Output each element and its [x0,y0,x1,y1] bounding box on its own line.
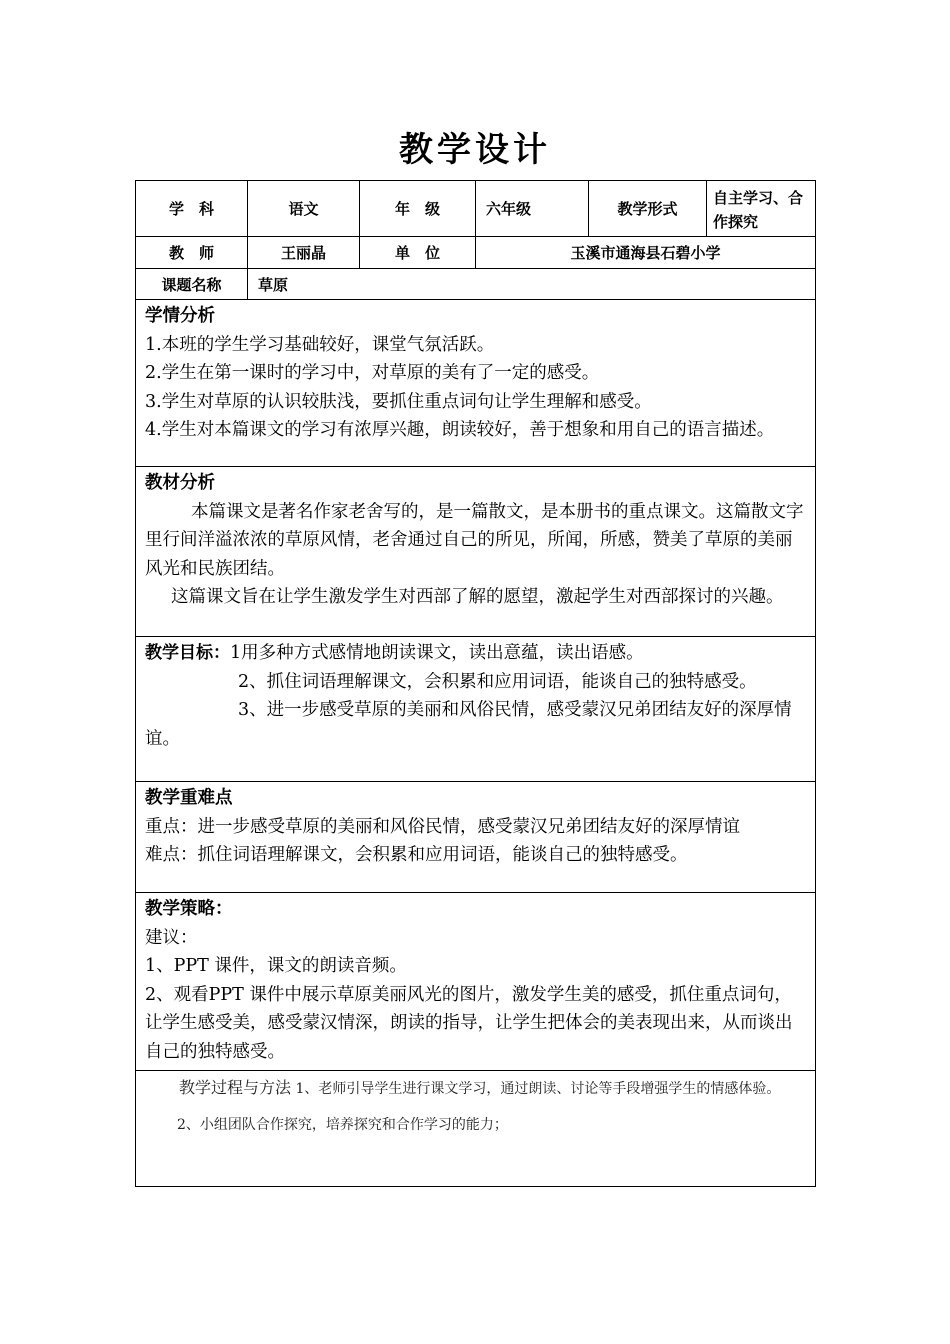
material-analysis-paragraph: 这篇课文旨在让学生激发学生对西部了解的愿望，激起学生对西部探讨的兴趣。 [171,587,784,607]
learner-analysis-item: 3.学生对草原的认识较肤浅，要抓住重点词句让学生理解和感受。 [145,391,652,412]
process-section [136,1071,816,1187]
info-row-1 [136,181,816,237]
process-item: 2、小组团队合作探究，培养探究和合作学习的能力； [177,1117,508,1133]
key-points-section [136,782,816,893]
learner-analysis-item: 2.学生在第一课时的学习中，对草原的美有了一定的感受。 [145,363,600,383]
learner-analysis-heading: 学情分析 [145,306,215,326]
teacher-label: 教 师 [136,237,248,269]
info-row-3 [136,269,816,300]
grade-value: 六年级 [476,181,589,237]
page-title: 教学设计 [399,130,551,170]
unit-value: 玉溪市通海县石碧小学 [476,237,816,269]
strategy-item: 1、PPT 课件，课文的朗读音频。 [145,956,407,976]
lesson-design-table [135,180,816,1187]
grade-label: 年 级 [360,181,476,237]
key-point: 重点：进一步感受草原的美丽和风俗民情，感受蒙汉兄弟团结友好的深厚情谊 [145,816,740,837]
subject-label: 学 科 [136,181,248,237]
learner-analysis-item: 1.本班的学生学习基础较好，课堂气氛活跃。 [145,334,495,355]
process-heading: 教学过程与方法 [179,1078,292,1097]
key-points-heading: 教学重难点 [145,788,233,808]
learner-analysis-section [136,300,816,467]
material-analysis-section [136,467,816,637]
difficult-point: 难点：抓住词语理解课文，会积累和应用词语，能谈自己的独特感受。 [145,845,688,865]
teaching-form-value: 自主学习、合作探究 [707,181,816,237]
process-item: 1、老师引导学生进行课文学习，通过朗读、讨论等手段增强学生的情感体验。 [295,1081,781,1097]
teaching-goals-heading: 教学目标： [145,643,230,663]
strategy-heading: 教学策略： [145,899,233,919]
info-row-2 [136,237,816,269]
strategy-item: 2、观看PPT 课件中展示草原美丽风光的图片，激发学生美的感受，抓住重点词句，让学生感受美，感受蒙汉情深，朗读的指导，让学生把体会的美表现出来，从而谈出自己的独特感受。 [145,984,793,1062]
teacher-value: 王丽晶 [248,237,360,269]
strategy-suggestion-label: 建议： [145,927,198,948]
teaching-goals-section [136,637,816,782]
material-analysis-heading: 教材分析 [145,473,215,493]
topic-label: 课题名称 [136,269,248,300]
material-analysis-paragraph: 本篇课文是著名作家老舍写的，是一篇散文，是本册书的重点课文。这篇散文字里行间洋溢浓浓的草原风情，老舍通过自己的所见，所闻，所感，赞美了草原的美丽风光和民族团结。 [145,501,804,579]
teaching-goal-3: 3、进一步感受草原的美丽和风俗民情，感受蒙汉兄弟团结友好的深厚情谊。 [145,700,792,749]
subject-value: 语文 [248,181,360,237]
unit-label: 单 位 [360,237,476,269]
topic-value: 草原 [248,269,816,300]
learner-analysis-item: 4.学生对本篇课文的学习有浓厚兴趣，朗读较好，善于想象和用自己的语言描述。 [145,420,775,440]
strategy-section [136,893,816,1071]
teaching-form-label: 教学形式 [589,181,707,237]
teaching-goal-1: 1用多种方式感情地朗读课文，读出意蕴，读出语感。 [230,643,644,663]
teaching-goal-2: 2、抓住词语理解课文，会积累和应用词语，能谈自己的独特感受。 [238,671,757,692]
